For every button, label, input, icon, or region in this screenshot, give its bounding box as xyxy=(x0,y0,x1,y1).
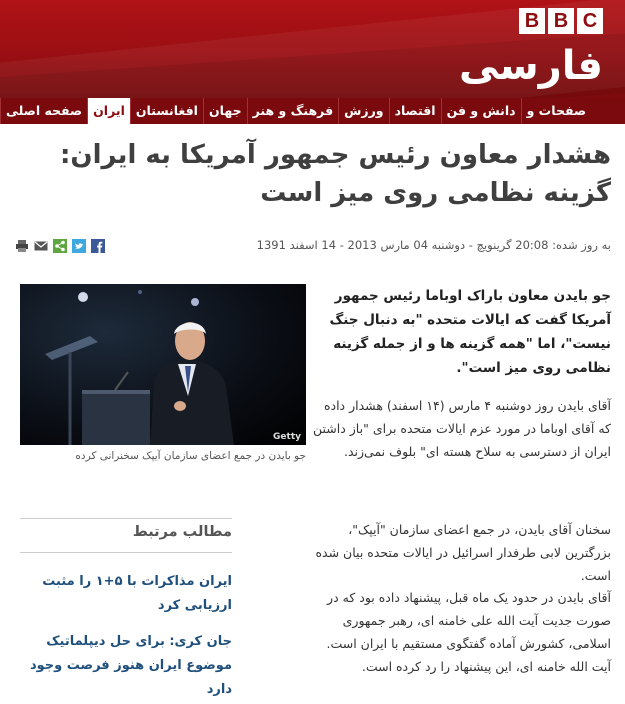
article-headline: هشدار معاون رئیس جمهور آمریکا به ایران: گزینه نظامی روی میز است xyxy=(60,140,611,208)
nav-item-iran[interactable]: ایران xyxy=(87,98,130,124)
print-icon[interactable] xyxy=(14,238,29,253)
related-link[interactable]: ایران مذاکرات با ۵+۱ را مثبت ارزیابی کرد xyxy=(42,574,232,613)
email-icon[interactable] xyxy=(33,238,48,253)
related-top-rule xyxy=(20,518,232,519)
photo-caption: جو بایدن در جمع اعضای سازمان آیپک سخنرانی کرده xyxy=(75,450,306,462)
related-link[interactable]: جان کری: برای حل دیپلماتیک موضوع ایران هنوز فرصت وجود دارد xyxy=(29,634,232,697)
facebook-icon[interactable] xyxy=(90,238,105,253)
article-photo xyxy=(20,284,306,445)
nav-item-culture[interactable]: فرهنگ و هنر xyxy=(247,98,339,124)
article-dateline: به روز شده: 20:08 گرینویچ - دوشنبه 04 مارس 2013 - 14 اسفند 1391 xyxy=(256,238,611,252)
bbc-masthead xyxy=(0,0,625,98)
logo-letter: C xyxy=(577,8,603,34)
logo-letter: B xyxy=(519,8,545,34)
share-icon[interactable] xyxy=(52,238,67,253)
article-lead: جو بایدن معاون باراک اوباما رئیس جمهور آمریکا گفت که ایالات متحده "به دنبال جنگ نیست"، اما "همه گزینه ها و از جمله گزینه نظامی روی میز است". xyxy=(329,288,611,376)
nav-item-world[interactable]: جهان xyxy=(203,98,247,124)
logo-letter: B xyxy=(548,8,574,34)
article-paragraph: آقای بایدن روز دوشنبه ۴ مارس (۱۴ اسفند) هشدار داده که آقای اوباما در مورد عزم ایالات متحده برای "باز داشتن ایران از دسترسی به سلاح هسته ای" بلوف نمی‌زند. xyxy=(313,398,611,459)
share-tools xyxy=(14,238,105,253)
nav-item-science[interactable]: دانش و فن xyxy=(441,98,521,124)
nav-item-economy[interactable]: اقتصاد xyxy=(389,98,441,124)
nav-item-afghanistan[interactable]: افغانستان xyxy=(130,98,203,124)
main-nav xyxy=(0,98,625,124)
photo-credit: Getty xyxy=(273,432,301,442)
article-paragraph: سخنان آقای بایدن، در جمع اعضای سازمان "آیپک"، بزرگترین لابی طرفدار اسرائیل در ایالات متحده بیان شده است. xyxy=(315,522,611,583)
nav-item-more[interactable]: صفحات و xyxy=(521,98,591,124)
related-title: مطالب مرتبط xyxy=(132,524,232,540)
nav-item-sport[interactable]: ورزش xyxy=(338,98,388,124)
article-paragraph: آقای بایدن در حدود یک ماه قبل، پیشنهاد داده بود که در صورت جدیت آیت الله علی خامنه ای، رهبر جمهوری اسلامی، کشورش آماده گفتگوی مستقیم با ایران است. آیت الله خامنه ای، این پیشنهاد را رد کرده است. xyxy=(326,590,611,674)
related-divider xyxy=(20,552,232,553)
bbc-logo[interactable] xyxy=(519,8,603,34)
twitter-icon[interactable] xyxy=(71,238,86,253)
brand-title[interactable]: فارسی xyxy=(458,43,603,89)
nav-item-home[interactable]: صفحه اصلی xyxy=(0,98,87,124)
photo-scene xyxy=(20,284,306,445)
